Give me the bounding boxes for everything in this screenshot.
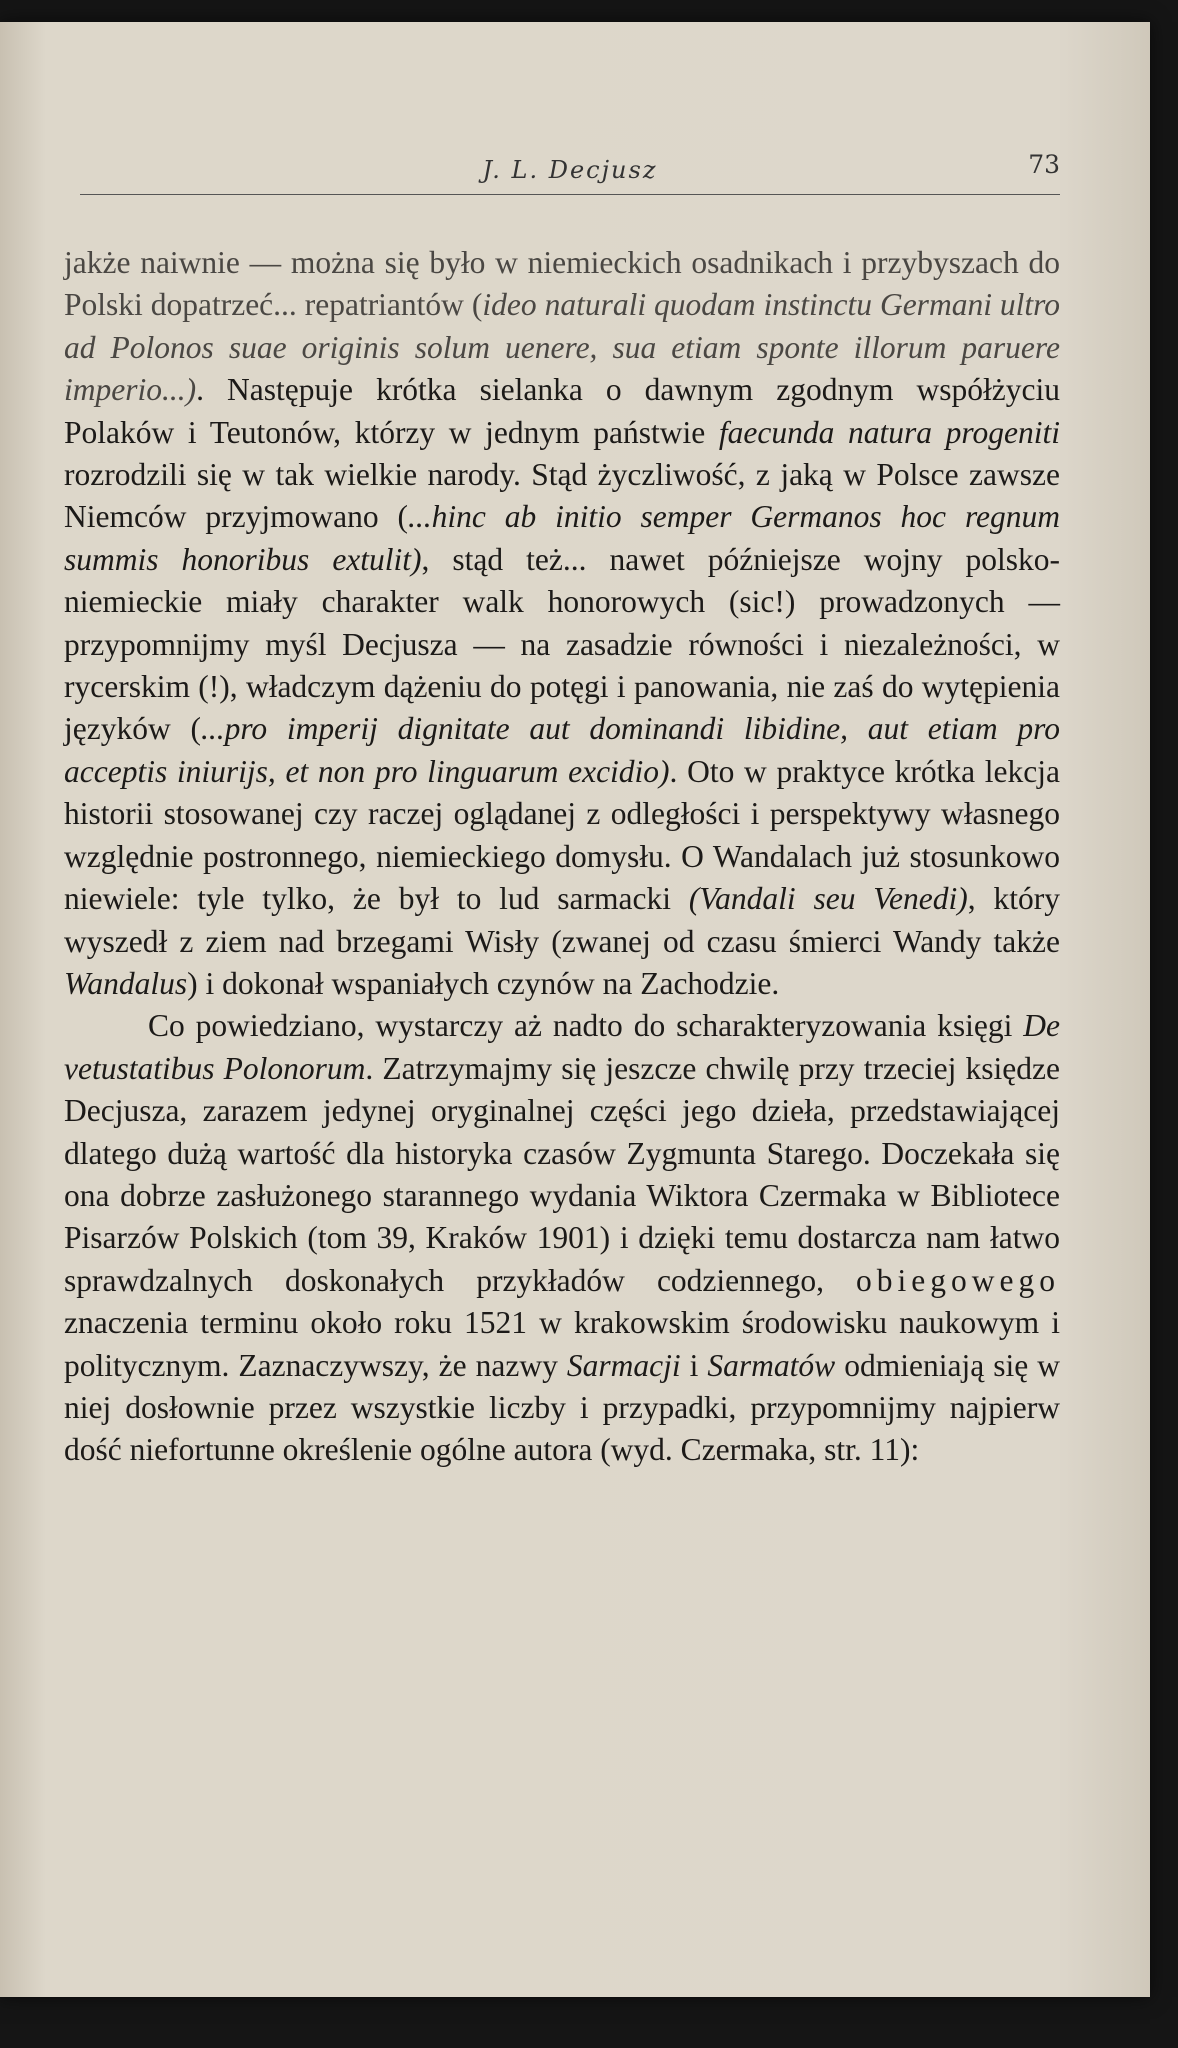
body-text: [64, 242, 1060, 1472]
text-run: , stąd też... nawet późniejsze wojny polsko-niemieckie miały charakter walk honorowych (sic!) prowadzonych —przypomnijmy myśl Decjusza — na zasadzie równości i niezależności, w rycerskim (!), władczym dążeniu do potęgi i panowania, nie zaś do wytępienia języków (: [64, 541, 1060, 747]
text-run: ) i dokonał wspaniałych czynów na Zachodzie.: [187, 965, 780, 1001]
latin-quote: ...hinc ab initio semper Germanos hoc regnum summis honoribus extulit): [64, 499, 1061, 577]
text-run: . Oto w praktyce krótka lekcja historii stosowanej czy raczej oglądanej z odległości i perspektywy własnego względnie postronnego, niemieckiego domysłu. O Wandalach już stosunkowo niewiele: tyle tylko, że był to lud sarmacki: [64, 753, 1060, 917]
text-run: jakże naiwnie — można się było w niemieckich osadnikach i przybyszach do Polski dopatrzeć... repatriantów (: [64, 245, 1060, 323]
latin-word: Wandalus: [64, 965, 188, 1001]
latin-phrase: faecunda natura progeniti: [718, 414, 1060, 450]
book-page: [0, 22, 1150, 1997]
latin-quote: ideo naturali quodam instinctu Germani ultro ad Polonos suae originis solum uenere, sua etiam sponte illorum paruere imperio...): [64, 287, 1060, 408]
text-run: Co powiedziano, wystarczy aż nadto do scharakteryzowania księgi: [148, 1008, 1024, 1044]
term-sarmatow: Sarmatów: [707, 1347, 836, 1383]
latin-quote: ...pro imperij dignitate aut dominandi libidine, aut etiam pro acceptis iniurijs, et non pro linguarum excidio): [64, 711, 1061, 789]
text-run: odmieniają się w niej dosłownie przez wszystkie liczby i przypadki, przypomnijmy najpierw dość niefortunne określenie ogólne autora (wyd. Czermaka, str. 11):: [64, 1347, 1060, 1468]
running-title: J. L. Decjusz: [482, 156, 658, 184]
text-run: rozrodzili się w tak wielkie narody. Stąd życzliwość, z jaką w Polsce zawsze Niemców przyjmowano (: [64, 457, 1060, 535]
paragraph-1: [64, 242, 1060, 1005]
text-run: znaczenia terminu około roku 1521 w krakowskim środowisku naukowym i politycznym. Zaznaczywszy, że nazwy: [64, 1305, 1060, 1383]
text-run: , który wyszedł z ziem nad brzegami Wisły (zwanej od czasu śmierci Wandy także: [64, 881, 1060, 959]
latin-phrase: (Vandali seu Venedi): [688, 881, 968, 917]
text-run: i: [680, 1347, 708, 1383]
page-number: 73: [1028, 150, 1060, 179]
paragraph-2: [64, 1005, 1060, 1471]
page-header: [80, 148, 1060, 195]
book-title: De vetustatibus Polonorum: [64, 1008, 1060, 1086]
emphasized-word: obiegowego: [856, 1262, 1060, 1298]
text-run: . Zatrzymajmy się jeszcze chwilę przy trzeciej księdze Decjusza, zarazem jedynej oryginalnej części jego dzieła, przedstawiającej dlatego dużą wartość dla historyka czasów Zygmunta Starego. Doczekała się ona dobrze zasłużonego starannego wydania Wiktora Czermaka w Bibliotece Pisarzów Polskich (tom 39, Kraków 1901) i dzięki temu dostarcza nam łatwo sprawdzalnych doskonałych przykładów codziennego,: [64, 1050, 1060, 1298]
term-sarmacji: Sarmacji: [566, 1347, 681, 1383]
text-run: . Następuje krótka sielanka o dawnym zgodnym współżyciu Polaków i Teutonów, którzy w jednym państwie: [64, 372, 1060, 450]
